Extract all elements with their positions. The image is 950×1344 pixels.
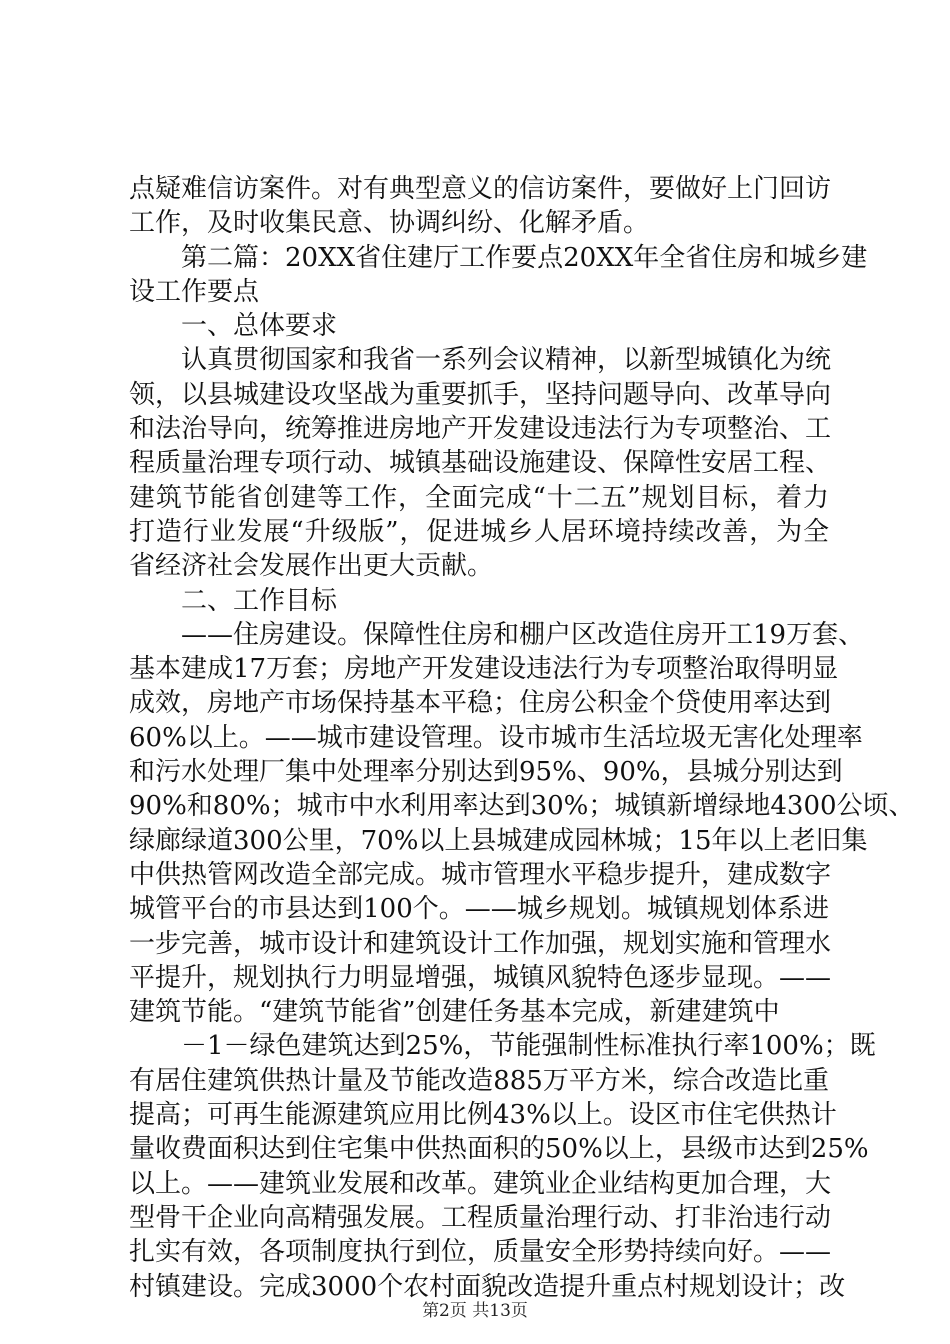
text-line: 村镇建设。完成3000个农村面貌改造提升重点村规划设计；改: [129, 1271, 846, 1302]
text-line: 量收费面积达到住宅集中供热面积的50%以上，县级市达到25%: [129, 1134, 869, 1165]
text-line: 90%和80%；城市中水利用率达到30%；城镇新增绿地4300公顷、: [129, 791, 915, 822]
text-line: －1－绿色建筑达到25%，节能强制性标准执行率100%；既: [181, 1031, 876, 1062]
text-line: 平提升，规划执行力明显增强，城镇风貌特色逐步显现。——: [129, 962, 832, 993]
text-line: 一、总体要求: [181, 311, 338, 342]
text-line: 设工作要点: [129, 276, 260, 307]
text-line: 中供热管网改造全部完成。城市管理水平稳步提升，建成数字: [129, 859, 832, 890]
text-line: 建筑节能省创建等工作，全面完成“十二五”规划目标，着力: [129, 482, 829, 513]
text-line: 和法治导向，统筹推进房地产开发建设违法行为专项整治、工: [129, 414, 832, 445]
text-line: 第二篇：20XX省住建厅工作要点20XX年全省住房和城乡建: [181, 242, 868, 273]
text-line: 型骨干企业向高精强发展。工程质量治理行动、打非治违行动: [129, 1202, 832, 1233]
text-line: 60%以上。——城市建设管理。设市城市生活垃圾无害化处理率: [129, 722, 863, 753]
text-line: 和污水处理厂集中处理率分别达到95%、90%，县城分别达到: [129, 757, 843, 788]
text-line: 基本建成17万套；房地产开发建设违法行为专项整治取得明显: [129, 654, 839, 685]
text-line: 点疑难信访案件。对有典型意义的信访案件，要做好上门回访: [129, 174, 832, 204]
document-body: [129, 172, 915, 1304]
text-line: 工作，及时收集民意、协调纠纷、化解矛盾。: [129, 208, 650, 239]
text-line: 有居住建筑供热计量及节能改造885万平方米，综合改造比重: [129, 1065, 829, 1096]
text-line: 以上。——建筑业发展和改革。建筑业企业结构更加合理，大: [129, 1168, 832, 1199]
text-line: 认真贯彻国家和我省一系列会议精神，以新型城镇化为统: [181, 345, 832, 376]
text-line: 一步完善，城市设计和建筑设计工作加强，规划实施和管理水: [129, 928, 832, 959]
text-line: 二、工作目标: [181, 585, 338, 616]
page-footer: 第2页 共13页: [422, 1301, 528, 1321]
text-line: 打造行业发展“升级版”，促进城乡人居环境持续改善，为全: [129, 516, 829, 547]
text-line: 领，以县城建设攻坚战为重要抓手，坚持问题导向、改革导向: [129, 379, 832, 410]
text-line: 省经济社会发展作出更大贡献。: [129, 551, 494, 582]
text-line: 提高；可再生能源建筑应用比例43%以上。设区市住宅供热计: [129, 1100, 837, 1131]
text-line: 程质量治理专项行动、城镇基础设施建设、保障性安居工程、: [129, 448, 832, 479]
text-line: 绿廊绿道300公里，70%以上县城建成园林城；15年以上老旧集: [129, 825, 868, 856]
text-line: ——住房建设。保障性住房和棚户区改造住房开工19万套、: [181, 619, 865, 650]
text-line: 建筑节能。“建筑节能省”创建任务基本完成，新建建筑中: [129, 997, 780, 1028]
text-line: 城管平台的市县达到100个。——城乡规划。城镇规划体系进: [129, 894, 829, 925]
text-line: 成效，房地产市场保持基本平稳；住房公积金个贷使用率达到: [129, 688, 832, 719]
text-line: 扎实有效，各项制度执行到位，质量安全形势持续向好。——: [129, 1237, 832, 1268]
